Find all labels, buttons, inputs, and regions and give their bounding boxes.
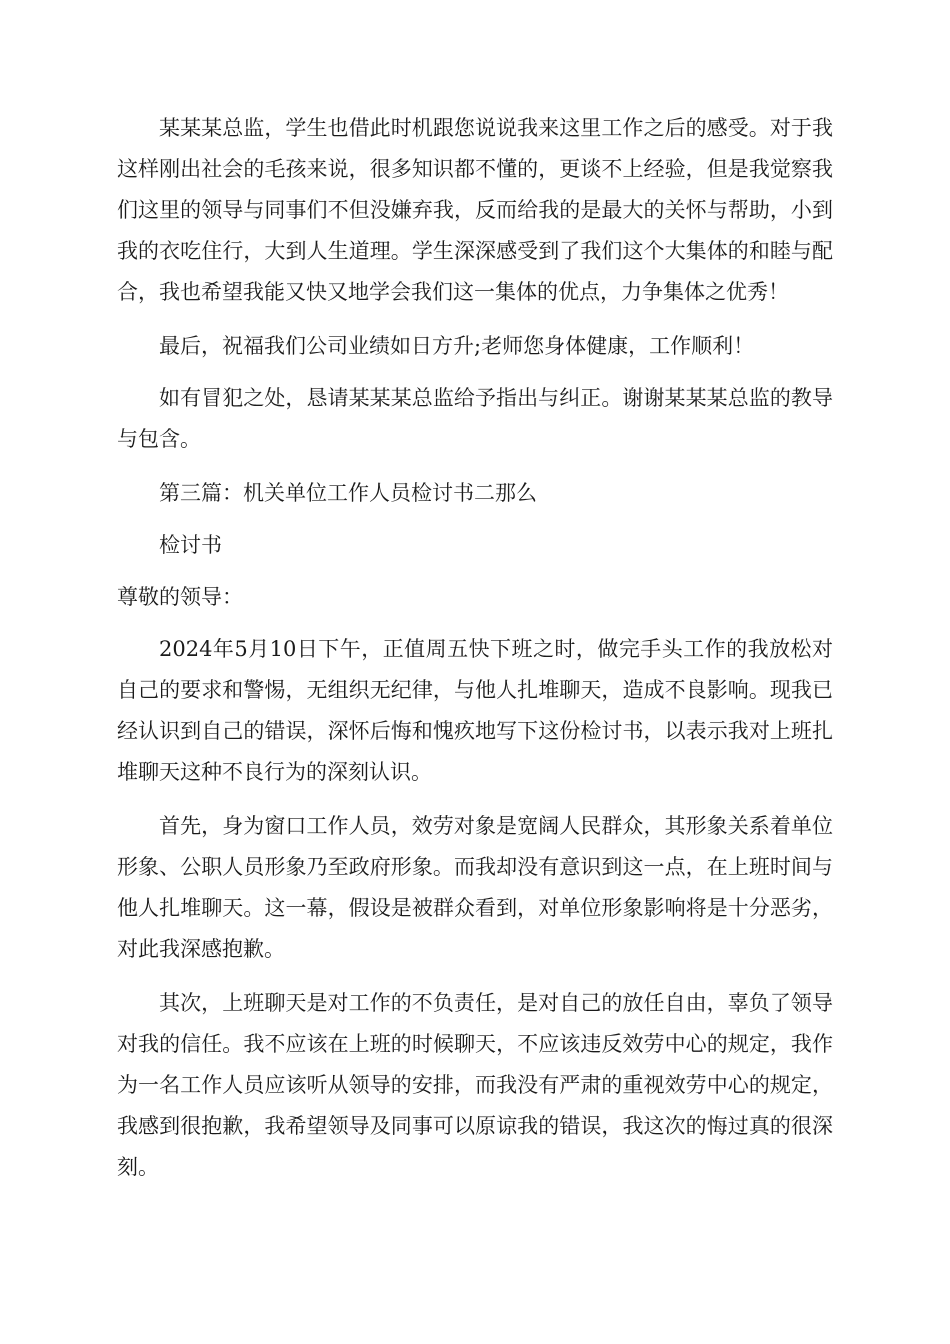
- paragraph-first-point: 首先，身为窗口工作人员，效劳对象是宽阔人民群众，其形象关系着单位形象、公职人员形象乃至政府形象。而我却没有意识到这一点，在上班时间与他人扎堆聊天。这一幕，假设是被群众看到，对单位形象影响将是十分恶劣，对此我深感抱歉。: [117, 814, 833, 961]
- document-body: [117, 108, 833, 1201]
- paragraph-gratitude: 某某某总监，学生也借此时机跟您说说我来这里工作之后的感受。对于我这样刚出社会的毛孩来说，很多知识都不懂的，更谈不上经验，但是我觉察我们这里的领导与同事们不但没嫌弃我，反而给我的是最大的关怀与帮助，小到我的衣吃住行，大到人生道理。学生深深感受到了我们这个大集体的和睦与配合，我也希望我能又快又地学会我们这一集体的优点，力争集体之优秀！: [117, 116, 833, 304]
- paragraph-second-point: 其次，上班聊天是对工作的不负责任，是对自己的放任自由，辜负了领导对我的信任。我不应该在上班的时候聊天，不应该违反效劳中心的规定，我作为一名工作人员应该听从领导的安排，而我没有严肃的重视效劳中心的规定，我感到很抱歉，我希望领导及同事可以原谅我的错误，我这次的悔过真的很深刻。: [117, 991, 833, 1179]
- section-heading: 第三篇：机关单位工作人员检讨书二那么: [159, 481, 537, 505]
- document-title: 检讨书: [159, 533, 222, 557]
- paragraph-wishes: 最后，祝福我们公司业绩如日方升;老师您身体健康，工作顺利！: [159, 334, 755, 358]
- salutation: 尊敬的领导：: [117, 585, 243, 609]
- paragraph-apology-note: 如有冒犯之处，恳请某某某总监给予指出与纠正。谢谢某某某总监的教导与包含。: [117, 386, 833, 451]
- paragraph-incident: 2024年5月10日下午，正值周五快下班之时，做完手头工作的我放松对自己的要求和警惕，无组织无纪律，与他人扎堆聊天，造成不良影响。现我已经认识到自己的错误，深怀后悔和愧疚地写下这份检讨书，以表示我对上班扎堆聊天这种不良行为的深刻认识。: [117, 637, 833, 784]
